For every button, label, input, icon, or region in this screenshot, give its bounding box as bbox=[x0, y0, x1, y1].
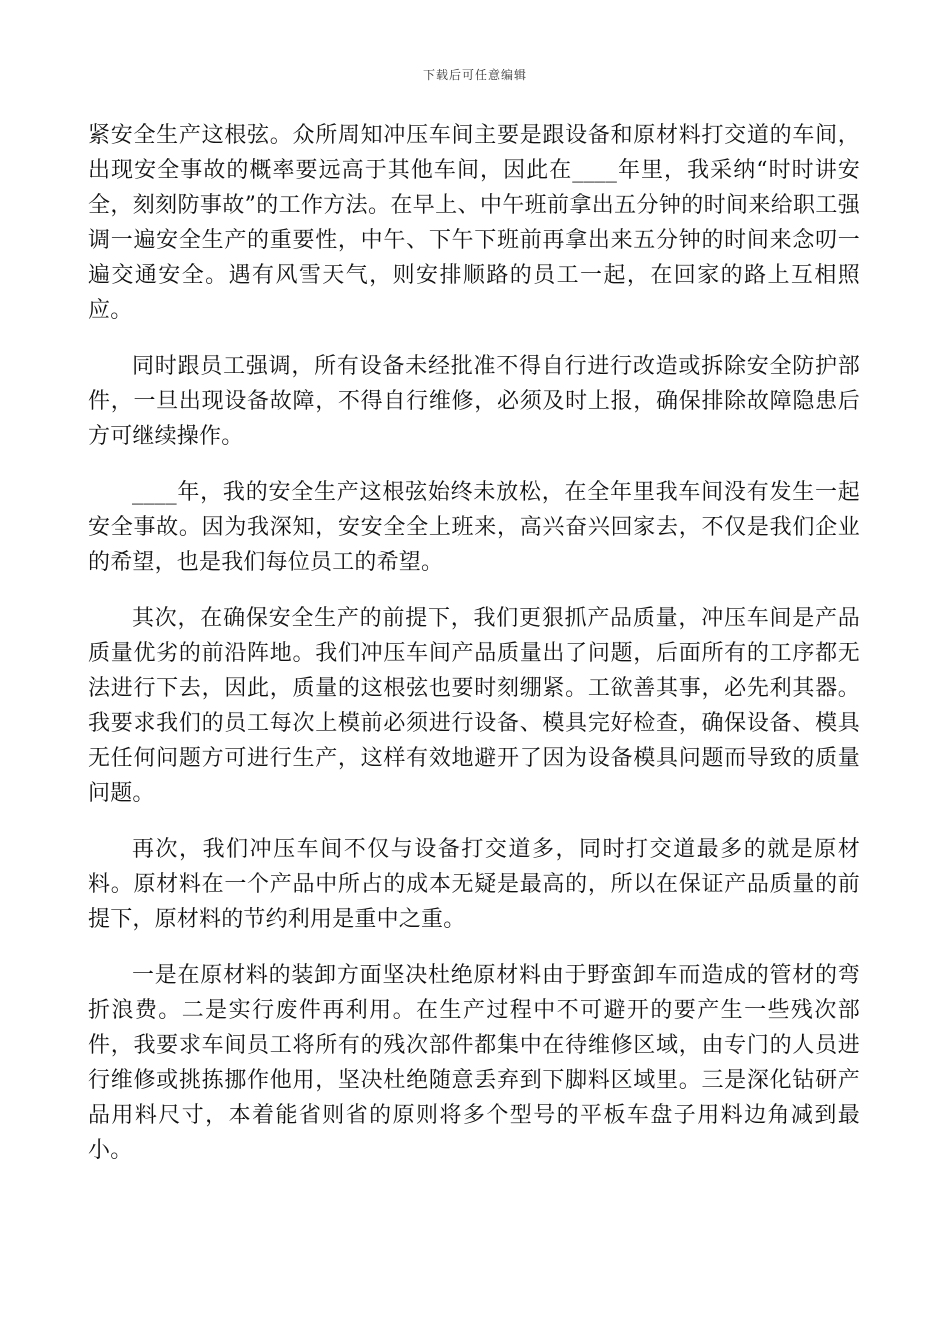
paragraph-5: 再次，我们冲压车间不仅与设备打交道多，同时打交道最多的就是原材料。原材料在一个产品中所占的成本无疑是最高的，所以在保证产品质量的前提下，原材料的节约利用是重中之重。 bbox=[88, 837, 860, 932]
page-header: 下载后可任意编辑 bbox=[422, 68, 527, 82]
paragraph-6: 一是在原材料的装卸方面坚决杜绝原材料由于野蛮卸车而造成的管材的弯折浪费。二是实行废件再利用。在生产过程中不可避开的要产生一些残次部件，我要求车间员工将所有的残次部件都集中在待维修区域，由专门的人员进行维修或挑拣挪作他用，坚决杜绝随意丢弃到下脚料区域里。三是深化钻研产品用料尺寸，本着能省则省的原则将多个型号的平板车盘子用料边角减到最小。 bbox=[88, 963, 860, 1163]
paragraph-4: 其次，在确保安全生产的前提下，我们更狠抓产品质量，冲压车间是产品质量优劣的前沿阵地。我们冲压车间产品质量出了问题，后面所有的工序都无法进行下去，因此，质量的这根弦也要时刻绷紧。工欲善其事，必先利其器。我要求我们的员工每次上模前必须进行设备、模具完好检查，确保设备、模具无任何问题方可进行生产，这样有效地避开了因为设备模具问题而导致的质量问题。 bbox=[88, 606, 860, 806]
paragraph-3: ____年，我的安全生产这根弦始终未放松，在全年里我车间没有发生一起安全事故。因为我深知，安安全全上班来，高兴奋兴回家去，不仅是我们企业的希望，也是我们每位员工的希望。 bbox=[88, 480, 860, 575]
paragraph-2: 同时跟员工强调，所有设备未经批准不得自行进行改造或拆除安全防护部件，一旦出现设备故障，不得自行维修，必须及时上报，确保排除故障隐患后方可继续操作。 bbox=[88, 354, 860, 449]
document-body bbox=[88, 118, 860, 1189]
paragraph-1: 紧安全生产这根弦。众所周知冲压车间主要是跟设备和原材料打交道的车间，出现安全事故的概率要远高于其他车间，因此在____年里，我采纳“时时讲安全，刻刻防事故”的工作方法。在早上、中午班前拿出五分钟的时间来给职工强调一遍安全生产的重要性，中午、下午下班前再拿出来五分钟的时间来念叨一遍交通安全。遇有风雪天气，则安排顺路的员工一起，在回家的路上互相照应。 bbox=[88, 123, 860, 323]
